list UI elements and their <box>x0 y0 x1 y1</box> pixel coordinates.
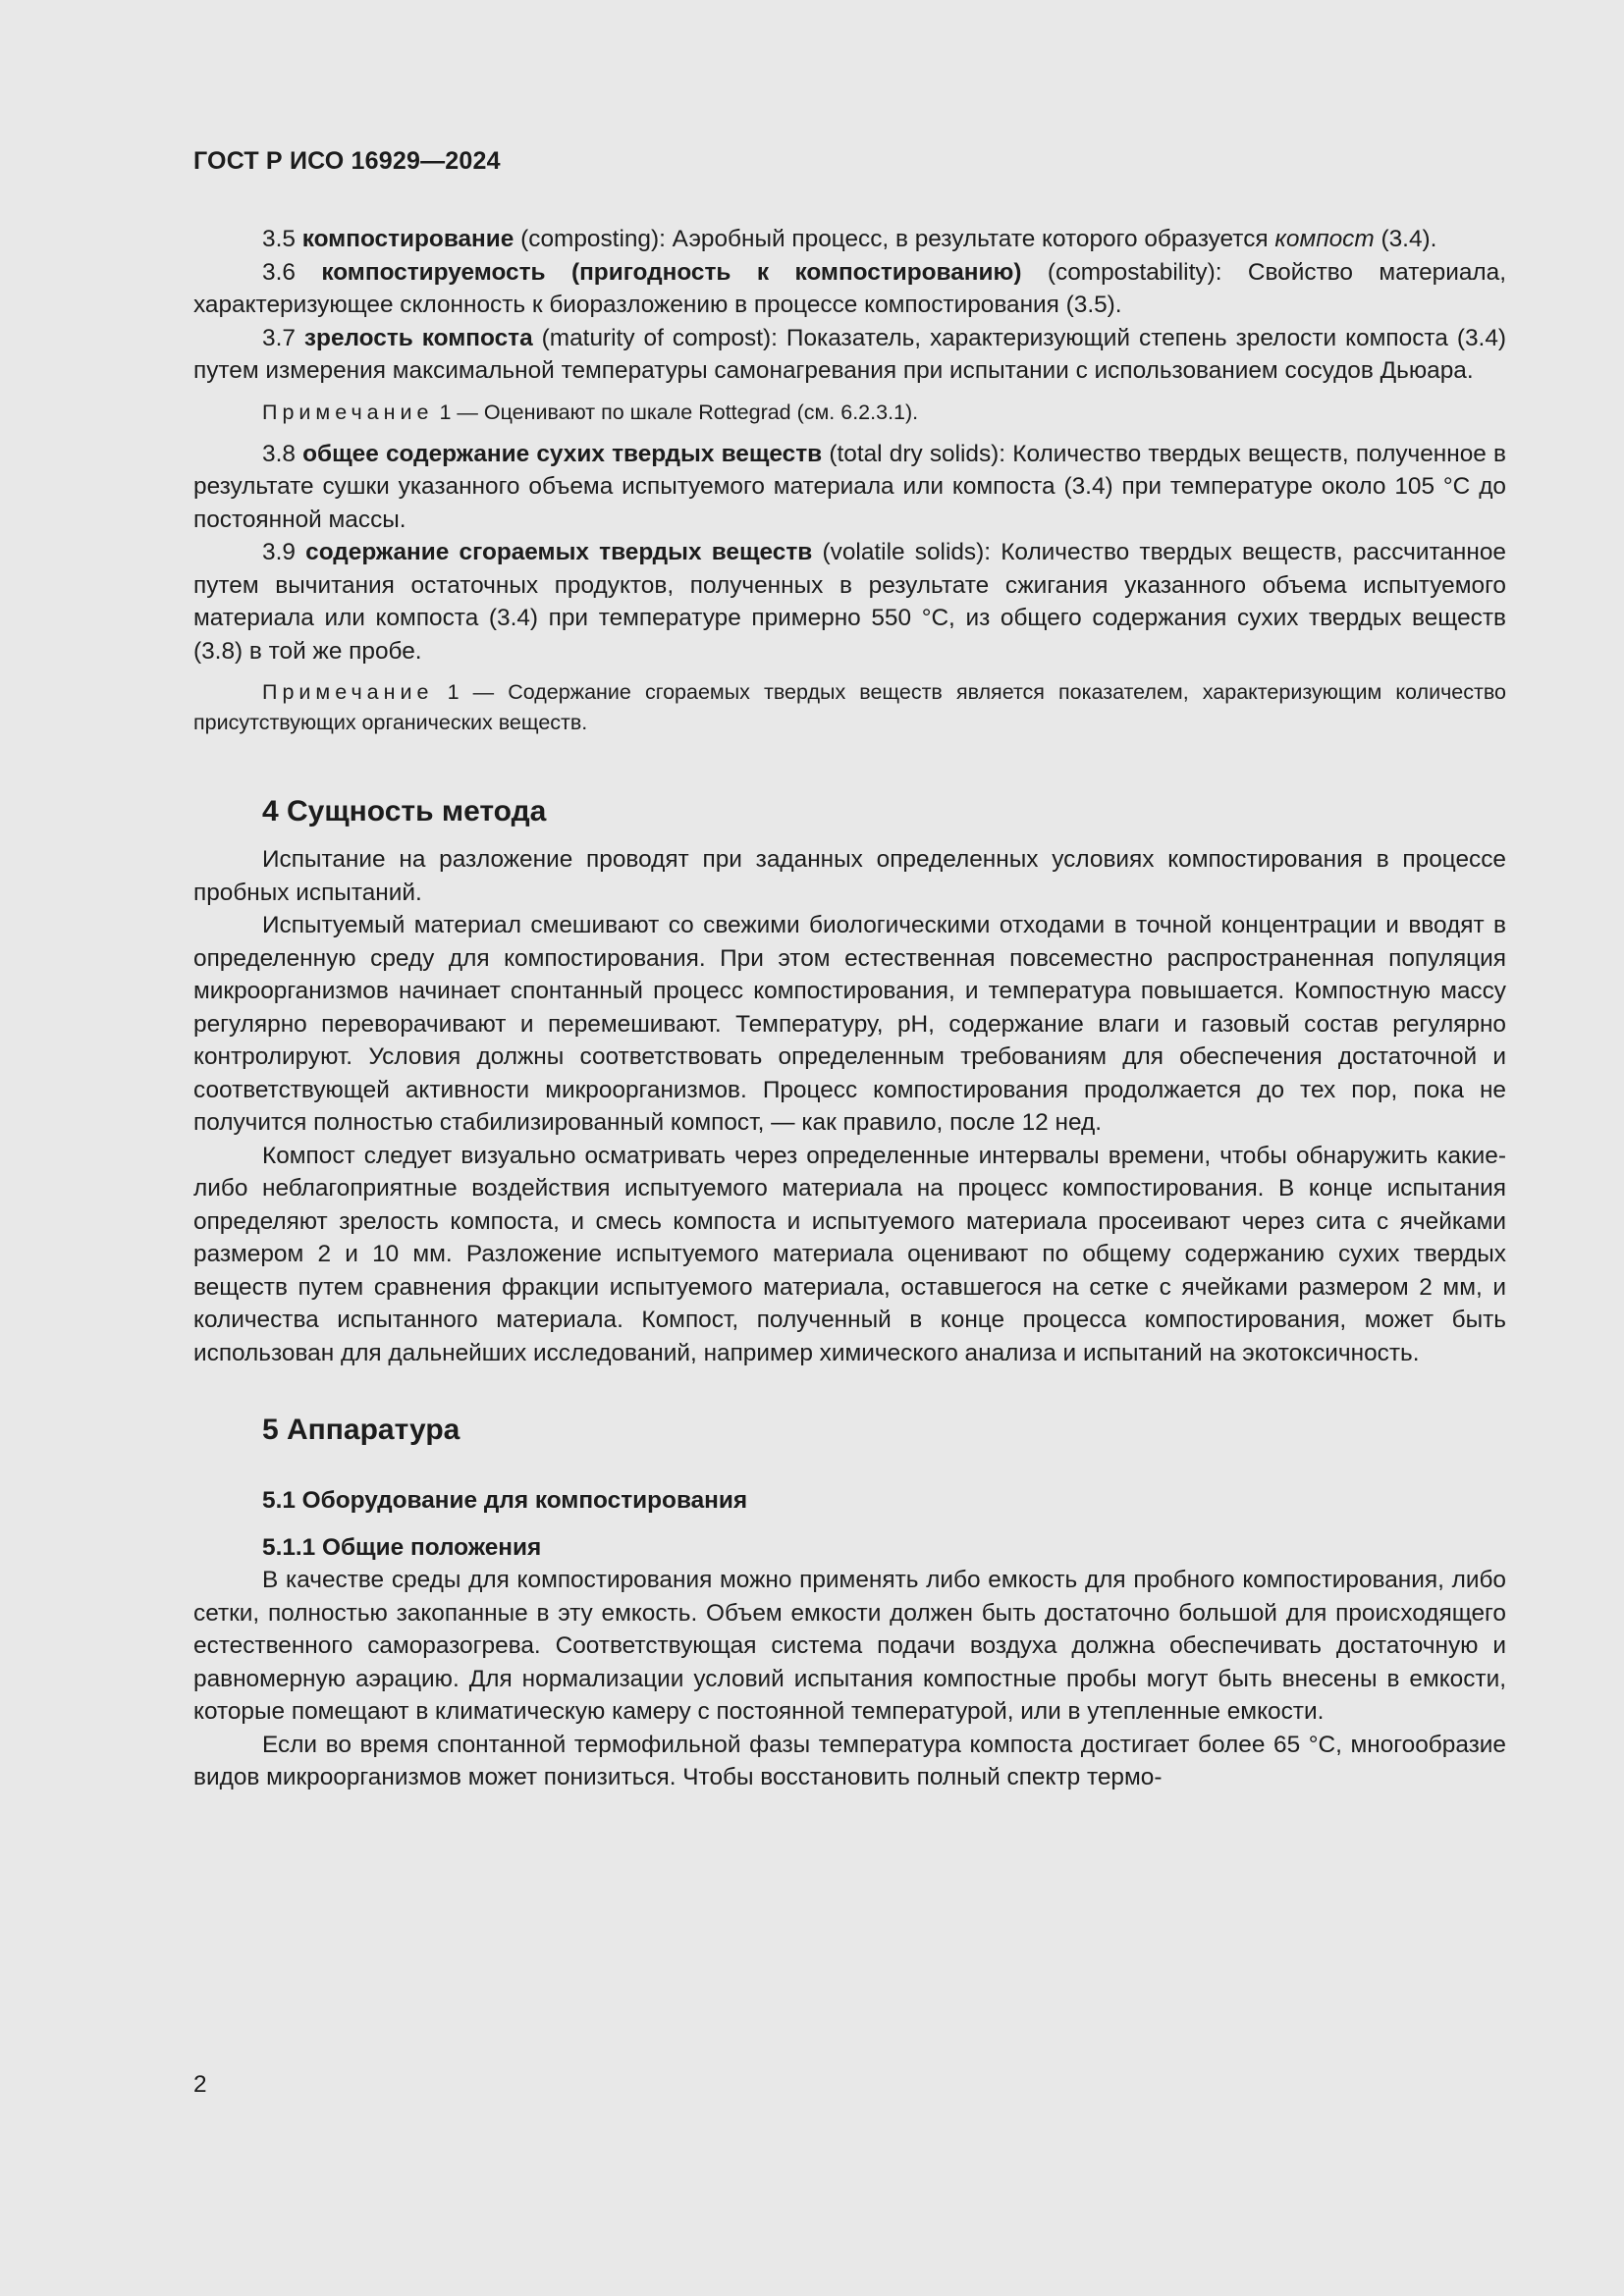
term: общее содержание сухих твердых веществ <box>302 440 823 467</box>
note-3-7: Примечание 1 — Оценивают по шкале Rottegrad (см. 6.2.3.1). <box>262 400 919 424</box>
section-4-title: 4 Сущность метода <box>262 795 547 828</box>
paragraph: Испытуемый материал смешивают со свежими биологическими отходами в точной концентрации и вводят в определенную среду для компостирования. При этом естественная повсеместно распространенная популяция микроорганизмов начинает спонтанный процесс компостирования, и температура повышается. Компостную массу регулярно переворачивают и перемешивают. Температуру, pH, содержание влаги и газовый состав регулярно контролируют. Условия должны соответствовать определенным требованиям для обеспечения достаточной и соответствующей активности микроорганизмов. Процесс компостирования продолжается до тех пор, пока не получится полностью стабилизированный компост, — как правило, после 12 нед. <box>193 912 1506 1136</box>
definition-3-9: 3.9 содержание сгораемых твердых веществ (volatile solids): Количество твердых веществ, рассчитанное путем вычитания остаточных продуктов, полученных в результате сжигания указанного объема испытуемого материала или компоста (3.4) при температуре примерно 550 °С, из общего содержания сухих твердых веществ (3.8) в той же пробе. <box>193 539 1506 665</box>
document-header: ГОСТ Р ИСО 16929—2024 <box>193 147 501 175</box>
definition-3-8: 3.8 общее содержание сухих твердых веществ (total dry solids): Количество твердых веществ, полученное в результате сушки указанного объема испытуемого материала или компоста (3.4) при температуре около 105 °С до постоянной массы. <box>193 440 1506 533</box>
paragraph: Испытание на разложение проводят при заданных определенных условиях компостирования в процессе пробных испытаний. <box>193 846 1506 906</box>
paragraph: В качестве среды для компостирования можно применять либо емкость для пробного компостирования, либо сетки, полностью закопанные в эту емкость. Объем емкости должен быть достаточно большой для происходящего естественного саморазогрева. Соответствующая система подачи воздуха должна обеспечивать достаточную и равномерную аэрацию. Для нормализации условий испытания компостные пробы могут быть внесены в емкости, которые помещают в климатическую камеру с постоянной температурой, или в утепленные емкости. <box>193 1567 1506 1725</box>
definition-3-6: 3.6 компостируемость (пригодность к компостированию) (compostability): Свойство материала, характеризующее склонность к биоразложению в процессе компостирования (3.5). <box>193 258 1506 318</box>
definition-3-5: 3.5 компостирование (composting): Аэробный процесс, в результате которого образуется компост (3.4). <box>262 226 1437 252</box>
subsection-5-1-1-title: 5.1.1 Общие положения <box>262 1533 542 1561</box>
term: содержание сгораемых твердых веществ <box>305 539 813 565</box>
definition-3-7: 3.7 зрелость компоста (maturity of compost): Показатель, характеризующий степень зрелости компоста (3.4) путем измерения максимальной температуры самонагревания при испытании с использованием сосудов Дьюара. <box>193 324 1507 384</box>
paragraph: Компост следует визуально осматривать через определенные интервалы времени, чтобы обнаружить какие-либо неблагоприятные воздействия испытуемого материала на процесс компостирования. В конце испытания определяют зрелость компоста, и смесь компоста и испытуемого материала просеивают через сита с ячейками размером 2 и 10 мм. Разложение испытуемого материала оценивают по общему содержанию сухих твердых веществ путем сравнения фракции испытуемого материала, оставшегося на сетке с ячейками размером 2 мм, и количества испытанного материала. Компост, полученный в конце процесса компостирования, может быть использован для дальнейших исследований, например химического анализа и испытаний на экотоксичность. <box>193 1142 1506 1366</box>
page-number: 2 <box>193 2071 207 2098</box>
term: компостируемость (пригодность к компостированию) <box>321 258 1022 286</box>
document-body <box>193 223 1506 1794</box>
subsection-5-1-title: 5.1 Оборудование для компостирования <box>262 1487 748 1514</box>
term: компостирование <box>301 226 514 252</box>
section-5-title: 5 Аппаратура <box>262 1414 460 1446</box>
note-3-9: Примечание 1 — Содержание сгораемых твердых веществ является показателем, характеризующим количество присутствующих органических веществ. <box>193 680 1506 734</box>
term: зрелость компоста <box>303 324 533 351</box>
paragraph: Если во время спонтанной термофильной фазы температура компоста достигает более 65 °С, многообразие видов микроорганизмов может понизиться. Чтобы восстановить полный спектр термо- <box>193 1731 1506 1790</box>
